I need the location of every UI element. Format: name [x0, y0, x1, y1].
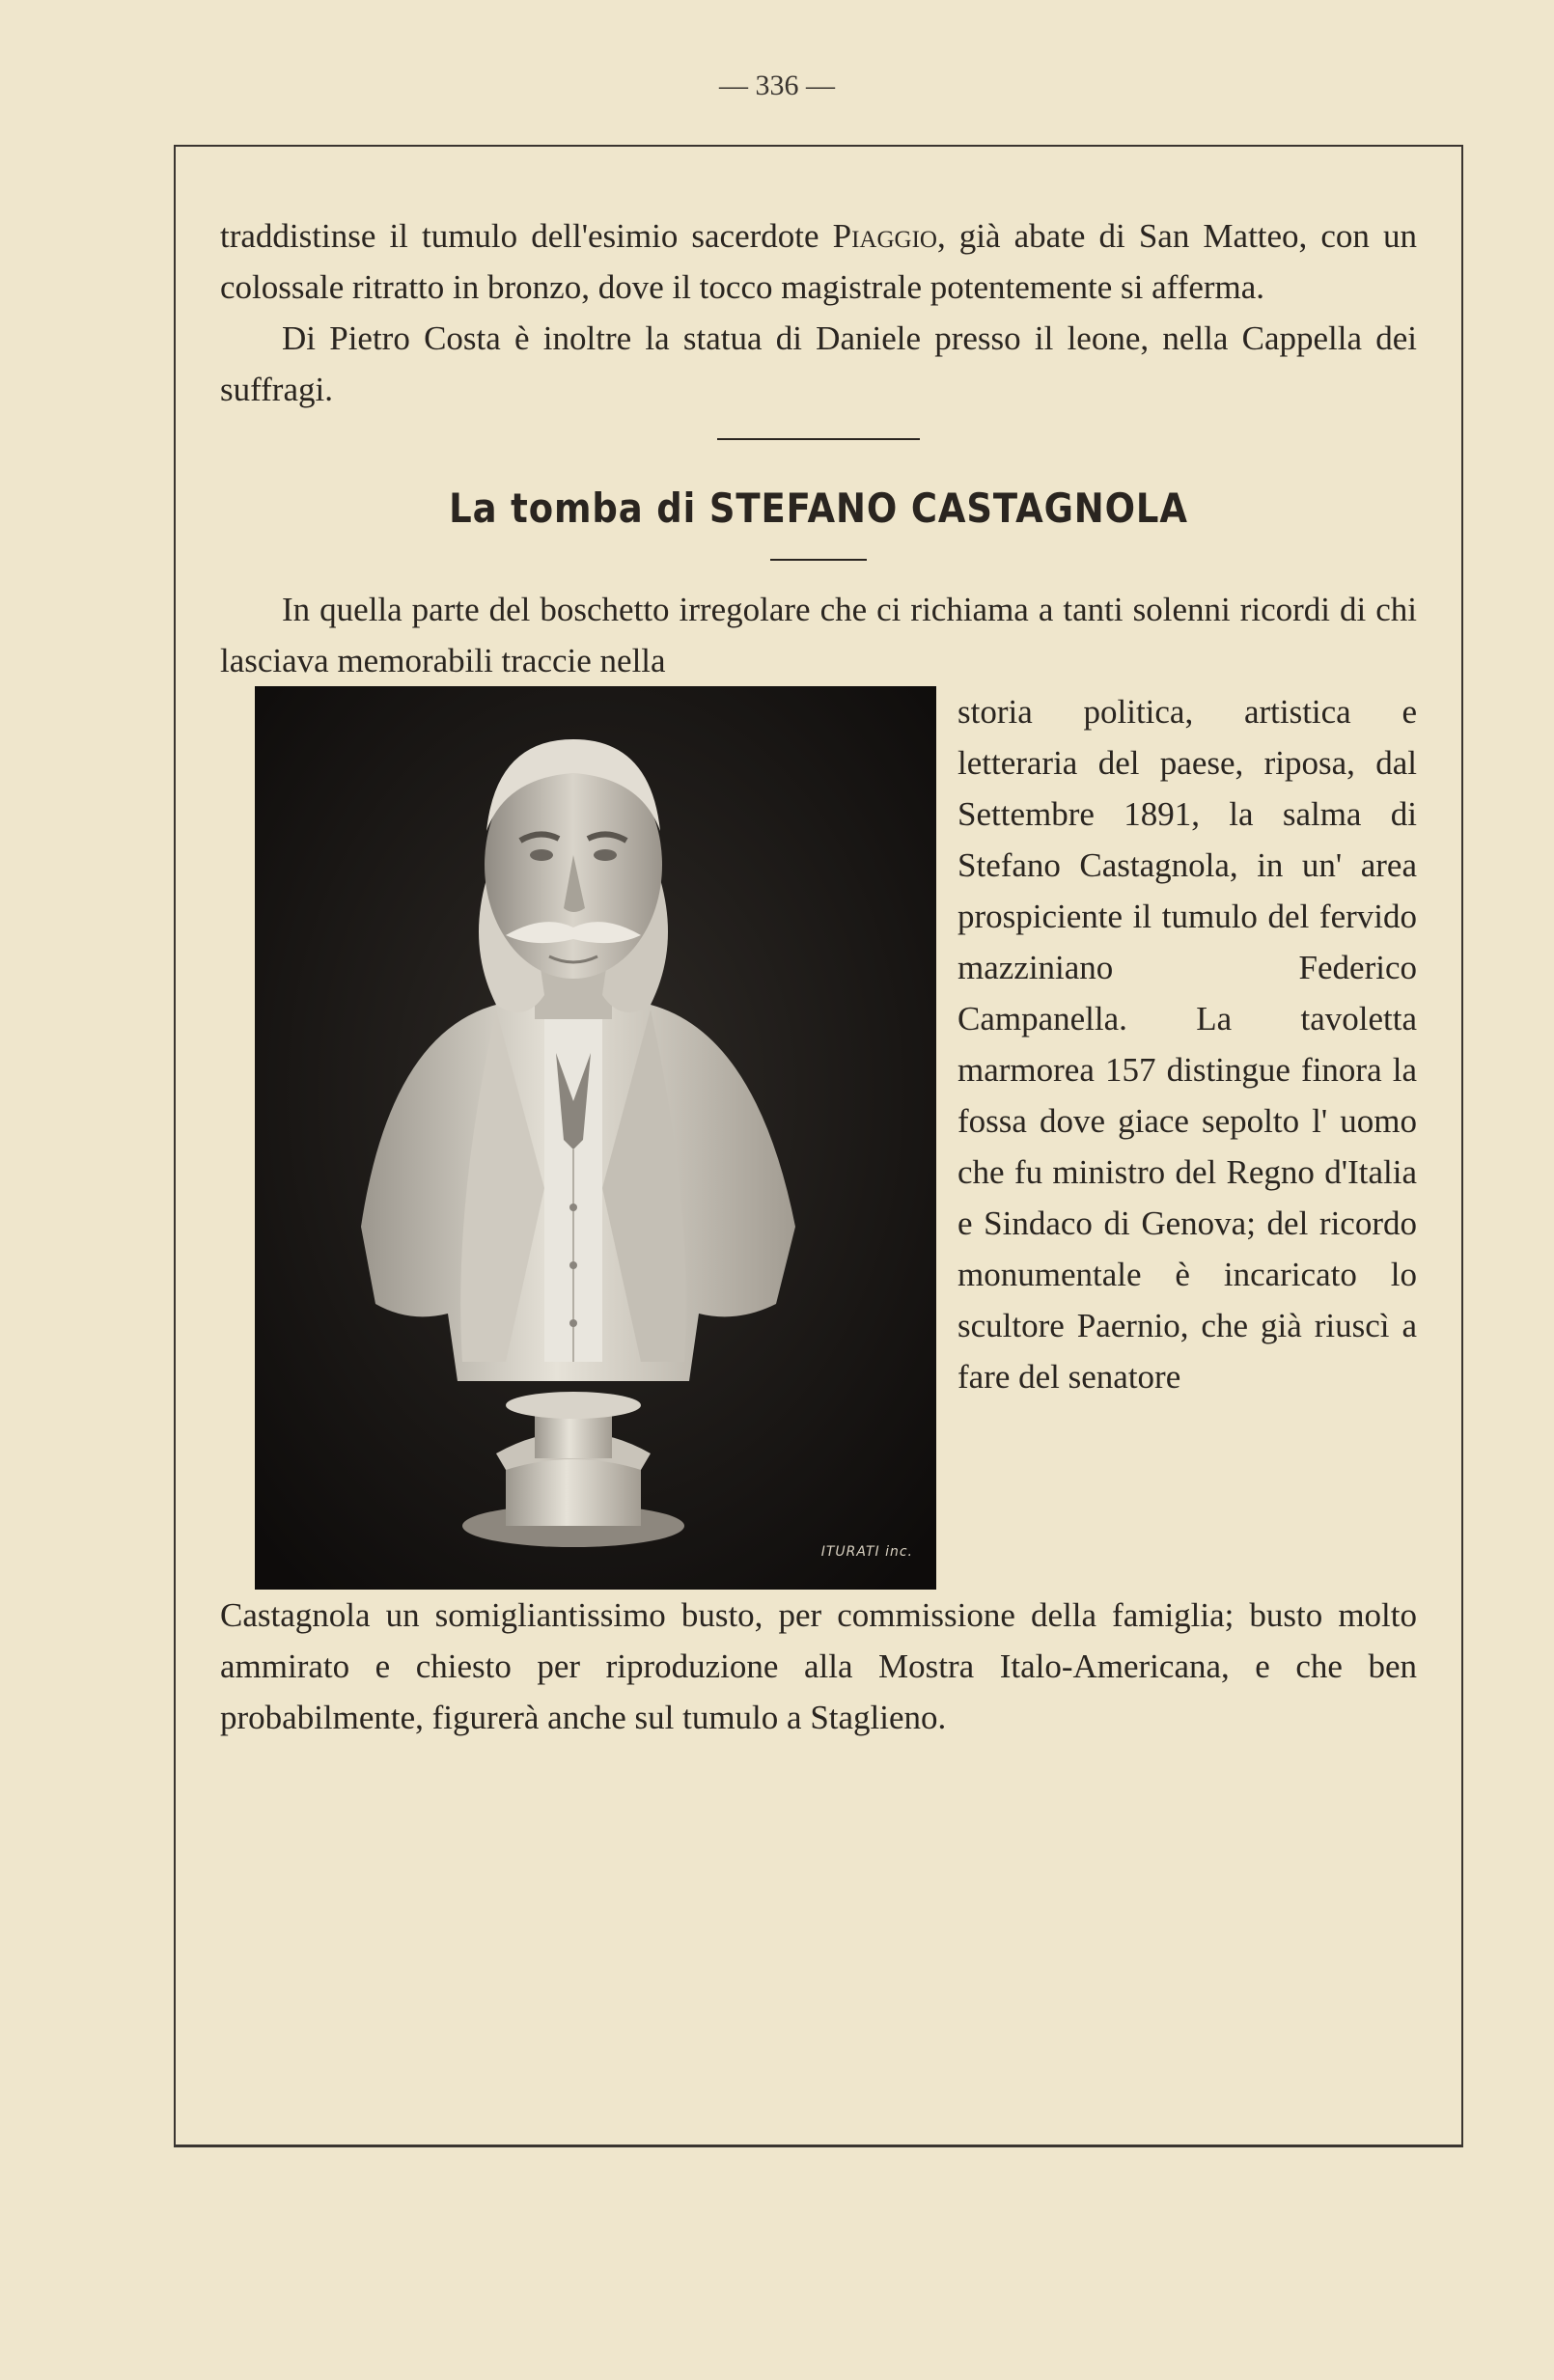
paragraph-1 [220, 210, 1417, 313]
figure-wrap [220, 686, 1417, 1590]
engraver-signature: ITURATI inc. [820, 1544, 913, 1560]
paragraph-3-end: Castagnola un somigliantissimo busto, per commissione della famiglia; busto molto ammirato e chiesto per riproduzione alla Mostra Italo-Americana, e che ben probabilmente, figurerà anche sul tumulo a Staglieno. [220, 1596, 1417, 1736]
paragraph-1-start: traddistinse il tumulo dell'esimio sacerdote [220, 217, 833, 255]
page-number: — 336 — [719, 69, 835, 101]
page-content [220, 210, 1417, 1743]
paragraph-2: Di Pietro Costa è inoltre la statua di Daniele presso il leone, nella Cappella dei suffragi. [220, 319, 1417, 408]
paragraph-3-narrow: storia politica, artistica e letteraria del paese, riposa, dal Settembre 1891, la salma di Stefano Castagnola, in un' area prospiciente il tumulo del fervido mazziniano Federico Campanella. La tavoletta marmorea 157 distingue finora la fossa dove giace sepolto l' uomo che fu ministro del Regno d'Italia e Sindaco di Genova; del ricordo monumentale è incaricato lo scultore Paernio, che già riuscì a fare del senatore [957, 693, 1417, 1396]
section-rule-top [717, 438, 920, 440]
bust-photograph [255, 686, 936, 1590]
section-title: La tomba di STEFANO CASTAGNOLA [449, 484, 1188, 532]
paragraph-3-wide: In quella parte del boschetto irregolare che ci richiama a tanti solenni ricordi di chi lasciava memorabili traccie nella [220, 591, 1417, 679]
name-piaggio: Piaggio [832, 217, 937, 255]
paragraph-1-end: , già abate di San Matteo, con un colossale ritratto in bronzo, dove il tocco magistrale potentemente si afferma. [220, 217, 1417, 306]
section-rule-bottom [770, 559, 867, 561]
bust-illustration [255, 686, 936, 1590]
